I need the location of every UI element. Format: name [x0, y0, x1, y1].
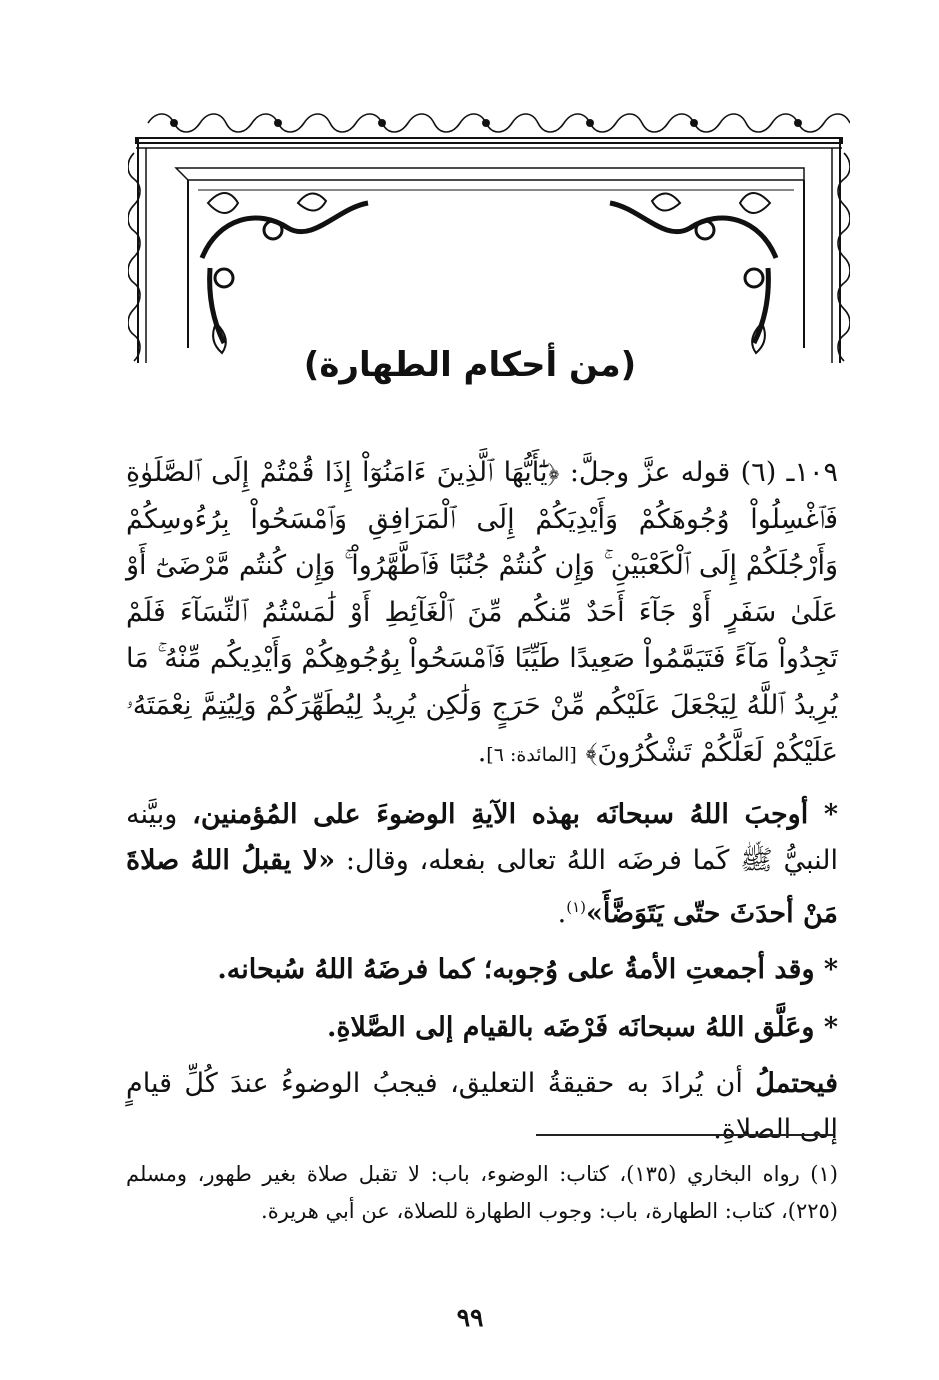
hadith-quote: «لا يقبلُ اللهُ صلاةَ مَنْ أحدَثَ حتّى يَتَوَضَّأَ»: [126, 845, 838, 930]
verse-paragraph: [126, 450, 838, 778]
footnote: (١) رواه البخاري (١٣٥)، كتاب: الوضوء، باب: لا تقبل صلاة بغير طهور، ومسلم (٢٢٥)، كتاب: الطهارة، باب: وجوب الطهارة للصلاة، عن أبي هريرة.: [126, 1162, 838, 1223]
paragraph-consensus: * وقد أجمعتِ الأمةُ على وُجوبه؛ كما فرضَهُ اللهُ سُبحانه.: [217, 954, 838, 986]
verse-end: .: [477, 736, 487, 768]
footnote-separator: [536, 1134, 834, 1136]
main-text: [126, 450, 838, 1153]
paragraph-obligation: [126, 792, 838, 937]
verse-reference: [المائدة: ٦]: [486, 743, 577, 766]
paragraph-interpretation-bold: فيحتملُ: [755, 1068, 838, 1100]
chapter-title: (من أحكام الطهارة): [303, 345, 637, 385]
paragraph-condition: * وعَلَّق اللهُ سبحانَه فَرْضَه بالقيام إلى الصَّلاةِ.: [326, 1012, 838, 1044]
page-number: ٩٩: [456, 1303, 484, 1332]
verse-intro: ١٠٩ـ (٦) قوله عزَّ وجلَّ:: [569, 457, 838, 488]
paragraph-obligation-bold: * أوجبَ اللهُ سبحانَه بهذه الآيةِ الوضوءَ على المُؤمنين،: [192, 799, 838, 831]
paragraph-interpretation-text: أن يُرادَ به حقيقةُ التعليق، فيجبُ الوضوءُ عندَ كُلِّ قيامٍ إلى الصلاةِ.: [126, 1068, 838, 1146]
paragraph-interpretation: [126, 1061, 838, 1153]
paragraph-obligation-text: وبيَّنه النبيُّ ﷺ كَما فرضَه اللهُ تعالى بفعله، وقال:: [126, 799, 838, 877]
footnote-marker: (١): [566, 898, 587, 917]
paragraph-obligation-end: .: [557, 898, 567, 930]
quran-verse: ﴿يَٰٓأَيُّهَا ٱلَّذِينَ ءَامَنُوٓاْ إِذَا قُمْتُمْ إِلَى ٱلصَّلَوٰةِ فَٱغْسِلُواْ وُجُوهَكُمْ وَأَيْدِيَكُمْ إِلَى ٱلْمَرَافِقِ وَٱمْسَحُواْ بِرُءُوسِكُمْ وَأَرْجُلَكُمْ إِلَى ٱلْكَعْبَيْنِ ۚ وَإِن كُنتُمْ جُنُبًا فَٱطَّهَّرُواْ ۚ وَإِن كُنتُم مَّرْضَىٰٓ أَوْ عَلَىٰ سَفَرٍ أَوْ جَآءَ أَحَدٌ مِّنكُم مِّنَ ٱلْغَآئِطِ أَوْ لَٰمَسْتُمُ ٱلنِّسَآءَ فَلَمْ تَجِدُواْ مَآءً فَتَيَمَّمُواْ صَعِيدًا طَيِّبًا فَٱمْسَحُواْ بِوُجُوهِكُمْ وَأَيْدِيكُم مِّنْهُ ۚ مَا يُرِيدُ ٱللَّهُ لِيَجْعَلَ عَلَيْكُم مِّنْ حَرَجٍ وَلَٰكِن يُرِيدُ لِيُطَهِّرَكُمْ وَلِيُتِمَّ نِعْمَتَهُۥ عَلَيْكُمْ لَعَلَّكُمْ تَشْكُرُونَ﴾: [126, 457, 838, 768]
